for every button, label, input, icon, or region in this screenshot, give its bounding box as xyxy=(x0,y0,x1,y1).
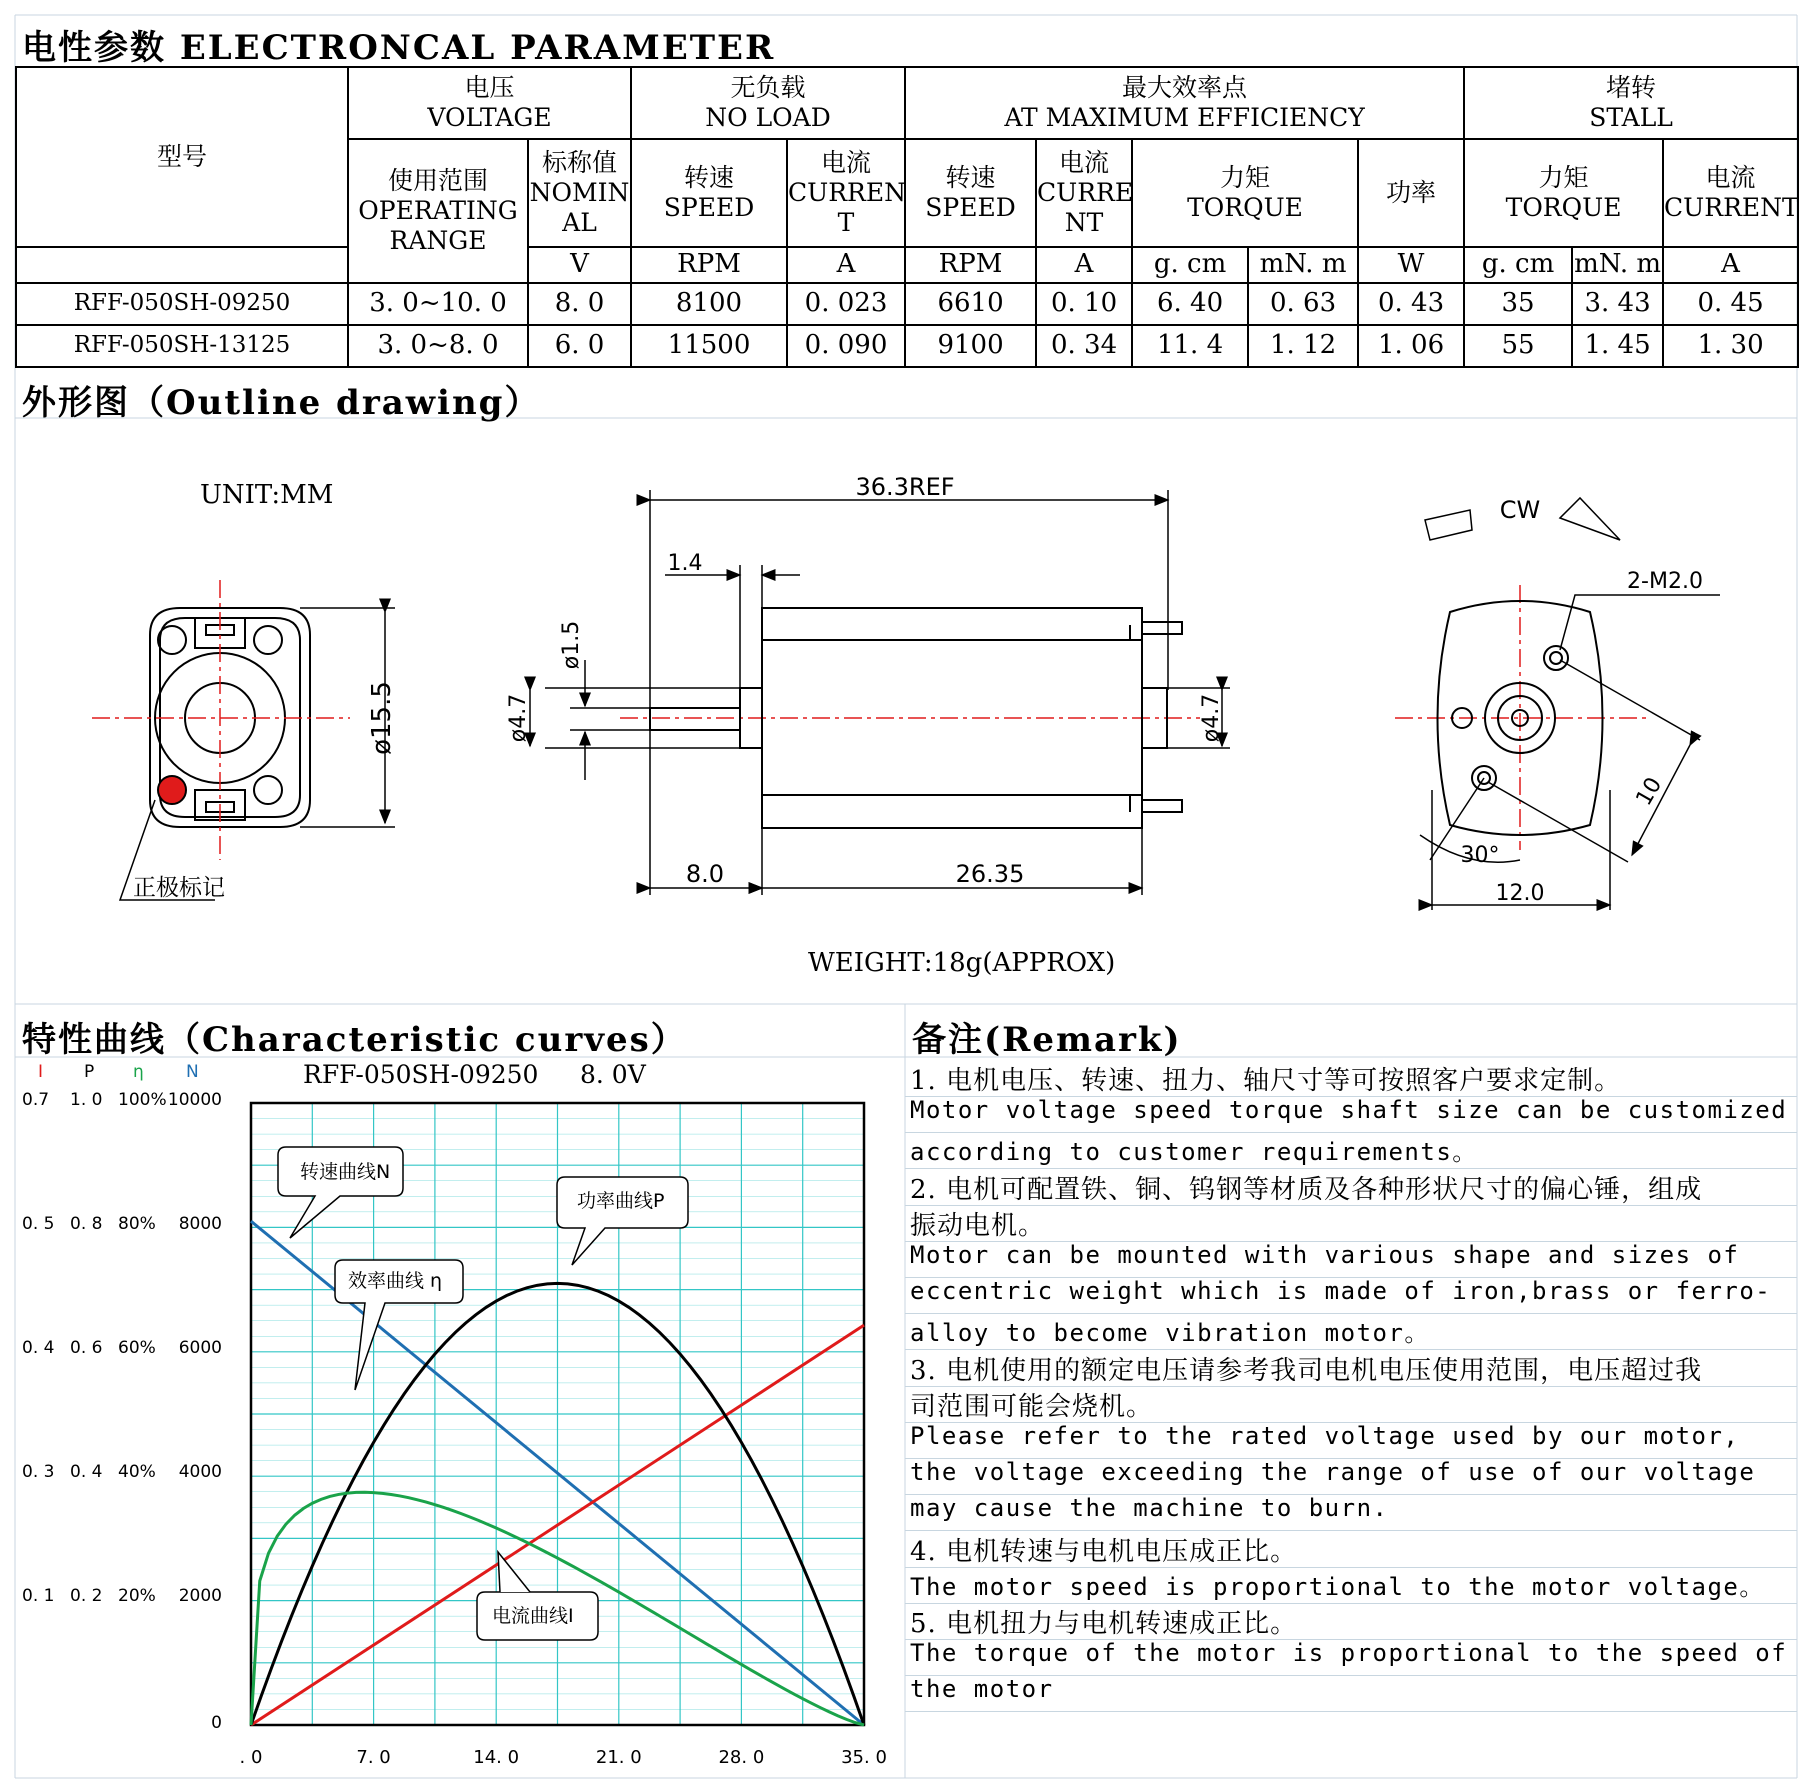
maxeff-current-header: 电流 CURRE NT xyxy=(1036,139,1132,247)
remark-line: the voltage exceeding the range of use of our voltage xyxy=(910,1458,1756,1487)
unit-cell: W xyxy=(1358,247,1464,283)
noload-current-cell: 0. 090 xyxy=(787,325,905,367)
stall-current-header: 电流 CURRENT xyxy=(1663,139,1798,247)
unit-cell: RPM xyxy=(905,247,1036,283)
unit-cell: g. cm xyxy=(1132,247,1248,283)
stall-torque-header: 力矩 TORQUE xyxy=(1464,139,1663,247)
stall-torque-mn-cell: 1. 45 xyxy=(1572,325,1663,367)
tick-speed: 0 xyxy=(211,1713,222,1733)
max-efficiency-header: 最大效率点 AT MAXIMUM EFFICIENCY xyxy=(905,67,1464,139)
x-tick-label: 14. 0 xyxy=(473,1747,520,1768)
nominal-cell: 8. 0 xyxy=(528,283,631,325)
current-callout-text: 电流曲线I xyxy=(492,1605,574,1627)
axis-head-efficiency: η xyxy=(133,1062,144,1082)
nominal-header: 标称值 NOMIN AL xyxy=(528,139,631,247)
remark-line: Motor can be mounted with various shape and sizes of xyxy=(910,1241,1740,1269)
maxeff-power-cell: 1. 06 xyxy=(1358,325,1464,367)
tick-speed: 10000 xyxy=(167,1090,222,1110)
tick-efficiency: 40% xyxy=(118,1462,156,1482)
tick-current: 0. 1 xyxy=(22,1586,55,1606)
weight-label: WEIGHT:18g(APPROX) xyxy=(808,948,1116,978)
tick-power: 0. 6 xyxy=(70,1338,103,1358)
x-tick-label: 21. 0 xyxy=(595,1747,642,1768)
screw-hole-dim: 2-M2.0 xyxy=(1627,569,1703,594)
model-header: 型号 xyxy=(16,67,348,247)
x-tick-label: 7. 0 xyxy=(356,1747,391,1768)
maxeff-power-header: 功率 xyxy=(1358,139,1464,247)
axis-head-power: P xyxy=(84,1062,95,1082)
tick-efficiency: 60% xyxy=(118,1338,156,1358)
remark-line: may cause the machine to burn. xyxy=(910,1494,1389,1523)
maxeff-speed-cell: 6610 xyxy=(905,283,1036,325)
maxeff-torque-mn-cell: 1. 12 xyxy=(1248,325,1358,367)
speed-callout xyxy=(278,1147,403,1238)
noload-speed-cell: 8100 xyxy=(631,283,787,325)
boss-left-dim: ø4.7 xyxy=(506,693,531,743)
unit-cell: mN. m xyxy=(1248,247,1358,283)
remark-line: Motor voltage speed torque shaft size can be customized xyxy=(910,1096,1788,1125)
axis-head-speed: N xyxy=(186,1062,199,1082)
voltage-header: 电压 VOLTAGE xyxy=(348,67,631,139)
remark-divider xyxy=(905,1711,1797,1712)
unit-cell: A xyxy=(1663,247,1798,283)
tick-current: 0. 4 xyxy=(22,1338,55,1358)
x-tick-label: . 0 xyxy=(239,1747,263,1768)
stall-torque-mn-cell: 3. 43 xyxy=(1572,283,1663,325)
unit-cell: V xyxy=(528,247,631,283)
speed-callout-text: 转速曲线N xyxy=(300,1161,391,1183)
remark-line: 1. 电机电压、转速、扭力、轴尺寸等可按照客户要求定制。 xyxy=(910,1066,1622,1096)
noload-current-header: 电流 CURREN T xyxy=(787,139,905,247)
shaft-step-dim: 1.4 xyxy=(667,551,703,576)
efficiency-callout-text: 效率曲线 η xyxy=(348,1270,443,1292)
tick-current: 0. 3 xyxy=(22,1462,55,1482)
maxeff-torque-g-cell: 11. 4 xyxy=(1132,325,1248,367)
remark-line: 3. 电机使用的额定电压请参考我司电机电压使用范围，电压超过我 xyxy=(910,1355,1703,1386)
tick-current: 0.7 xyxy=(22,1090,50,1110)
nominal-cell: 6. 0 xyxy=(528,325,631,367)
noload-header: 无负载 NO LOAD xyxy=(631,67,905,139)
noload-current-cell: 0. 023 xyxy=(787,283,905,325)
stall-header: 堵转 STALL xyxy=(1464,67,1798,139)
rotation-direction-label: CW xyxy=(1499,496,1541,524)
tick-efficiency: 20% xyxy=(118,1586,156,1606)
shaft-diameter-dim: ø1.5 xyxy=(559,620,584,670)
maxeff-torque-mn-cell: 0. 63 xyxy=(1248,283,1358,325)
remark-line: 4. 电机转速与电机电压成正比。 xyxy=(910,1536,1298,1567)
efficiency-callout xyxy=(335,1260,463,1390)
remark-line: 振动电机。 xyxy=(910,1210,1046,1241)
tick-speed: 6000 xyxy=(178,1338,222,1358)
remark-line: 2. 电机可配置铁、铜、钨钢等材质及各种形状尺寸的偏心锤，组成 xyxy=(910,1174,1703,1205)
model-cell: RFF-050SH-13125 xyxy=(16,325,348,367)
maxeff-speed-header: 转速 SPEED xyxy=(905,139,1036,247)
hole-distance-dim: 10 xyxy=(1631,773,1668,811)
operating-range-header: 使用范围 OPERATING RANGE xyxy=(348,139,528,283)
tick-power: 0. 4 xyxy=(70,1462,103,1482)
remark-line: Please refer to the rated voltage used by our motor, xyxy=(910,1422,1740,1450)
maxeff-torque-header: 力矩 TORQUE xyxy=(1132,139,1358,247)
stall-torque-g-cell: 35 xyxy=(1464,283,1572,325)
unit-cell: g. cm xyxy=(1464,247,1572,283)
stall-torque-g-cell: 55 xyxy=(1464,325,1572,367)
x-tick-label: 28. 0 xyxy=(718,1747,765,1768)
remark-line: 5. 电机扭力与电机转速成正比。 xyxy=(910,1609,1298,1639)
axis-head-current: I xyxy=(38,1062,44,1082)
curve-voltage-label: 8. 0V xyxy=(580,1060,646,1089)
tick-current: 0. 5 xyxy=(22,1214,55,1234)
maxeff-power-cell: 0. 43 xyxy=(1358,283,1464,325)
maxeff-current-cell: 0. 10 xyxy=(1036,283,1132,325)
remark-line: eccentric weight which is made of iron,brass or ferro- xyxy=(910,1277,1772,1306)
shaft-length-dim: 8.0 xyxy=(685,860,725,888)
noload-speed-cell: 11500 xyxy=(631,325,787,367)
range-cell: 3. 0~10. 0 xyxy=(348,283,528,325)
tick-speed: 8000 xyxy=(178,1214,222,1234)
remark-line: 司范围可能会烧机。 xyxy=(910,1391,1154,1422)
angle-dim: 30° xyxy=(1460,843,1500,868)
remark-line: alloy to become vibration motor。 xyxy=(910,1319,1430,1348)
unit-cell: mN. m xyxy=(1572,247,1663,283)
power-callout xyxy=(557,1177,688,1265)
body-length-dim: 26.35 xyxy=(955,860,1025,888)
model-cell: RFF-050SH-09250 xyxy=(16,283,348,325)
body-diameter-dim: ø15.5 xyxy=(367,681,397,755)
maxeff-torque-g-cell: 6. 40 xyxy=(1132,283,1248,325)
tick-speed: 2000 xyxy=(178,1586,222,1606)
tick-power: 0. 2 xyxy=(70,1586,103,1606)
electrical-title: 电性参数 ELECTRONCAL PARAMETER xyxy=(22,28,776,68)
curve-model-label: RFF-050SH-09250 xyxy=(303,1060,539,1089)
unit-cell: A xyxy=(787,247,905,283)
unit-cell: RPM xyxy=(631,247,787,283)
tick-efficiency: 100% xyxy=(118,1090,167,1110)
remark-line: according to customer requirements。 xyxy=(910,1138,1478,1167)
stall-current-cell: 0. 45 xyxy=(1663,283,1798,325)
curves-title: 特性曲线（Characteristic curves） xyxy=(22,1020,687,1060)
remark-line: the motor xyxy=(910,1675,1054,1704)
maxeff-speed-cell: 9100 xyxy=(905,325,1036,367)
overall-length-dim: 36.3REF xyxy=(855,473,955,501)
remark-line: The torque of the motor is proportional to the speed of xyxy=(910,1639,1788,1668)
x-tick-label: 35. 0 xyxy=(841,1747,887,1768)
stall-current-cell: 1. 30 xyxy=(1663,325,1798,367)
tick-efficiency: 80% xyxy=(118,1214,156,1234)
unit-cell: A xyxy=(1036,247,1132,283)
noload-speed-header: 转速 SPEED xyxy=(631,139,787,247)
tick-power: 0. 8 xyxy=(70,1214,103,1234)
maxeff-current-cell: 0. 34 xyxy=(1036,325,1132,367)
tick-power: 1. 0 xyxy=(70,1090,103,1110)
remark-title: 备注(Remark) xyxy=(912,1020,1182,1060)
power-callout-text: 功率曲线P xyxy=(577,1190,665,1212)
range-cell: 3. 0~8. 0 xyxy=(348,325,528,367)
width-dim: 12.0 xyxy=(1495,881,1545,906)
boss-right-dim: ø4.7 xyxy=(1199,693,1224,743)
outline-title: 外形图（Outline drawing） xyxy=(22,383,541,423)
tick-speed: 4000 xyxy=(178,1462,222,1482)
remark-line: The motor speed is proportional to the motor voltage。 xyxy=(910,1572,1765,1601)
unit-label: UNIT:MM xyxy=(200,480,334,510)
polarity-label: 正极标记 xyxy=(133,875,225,901)
